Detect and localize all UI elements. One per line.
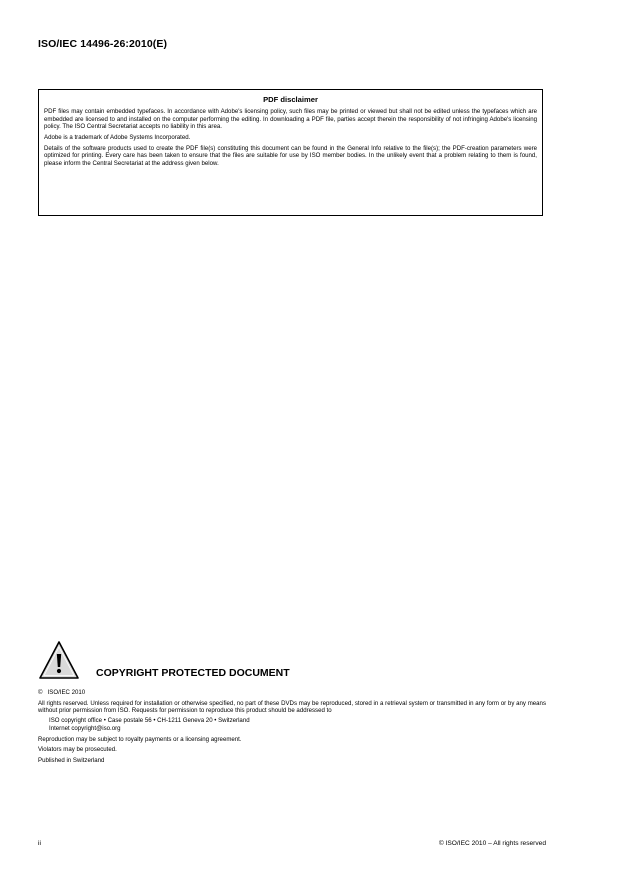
disclaimer-title: PDF disclaimer — [263, 95, 318, 104]
disclaimer-paragraph-details: Details of the software products used to create the PDF file(s) constituting this document can be found in the General Info relative to the file(s); the PDF-creation parameters were optimized for printing. Every care has been taken to ensure that the files are suitable for use by ISO member bodies. In the unlikely event that a problem relating to them is found, please inform the Central Secretariat at the address given below. — [44, 144, 537, 167]
royalty-notice: Reproduction may be subject to royalty payments or a licensing agreement. — [38, 735, 242, 743]
document-id: ISO/IEC 14496-26:2010(E) — [38, 38, 168, 50]
footer-rights: © ISO/IEC 2010 – All rights reserved — [438, 840, 546, 847]
disclaimer-paragraph-trademark: Adobe is a trademark of Adobe Systems Incorporated. — [44, 133, 191, 141]
copyright-title: COPYRIGHT PROTECTED DOCUMENT — [96, 667, 290, 680]
copyright-heading-row — [38, 640, 546, 680]
copyright-notice: © ISO/IEC 2010 — [38, 689, 86, 696]
copyright-section — [38, 640, 546, 764]
published-in: Published in Switzerland — [38, 756, 105, 764]
pdf-disclaimer-box — [38, 89, 543, 216]
rights-statement: All rights reserved. Unless required for installation or otherwise specified, no part of these DVDs may be reproduced, stored in a retrieval system or transmitted in any form or by any means without prior permission from ISO. Requests for permission to reproduce this product should be addressed to — [38, 699, 546, 715]
page-number: ii — [38, 840, 41, 847]
violators-notice: Violators may be prosecuted. — [38, 746, 117, 754]
warning-triangle-icon — [38, 640, 80, 680]
copyright-internet: Internet copyright@iso.org — [49, 724, 121, 732]
copyright-office-address: ISO copyright office • Case postale 56 • CH-1211 Geneva 20 • Switzerland — [49, 717, 250, 725]
page-footer — [38, 840, 546, 847]
disclaimer-paragraph-typefaces: PDF files may contain embedded typefaces. In accordance with Adobe's licensing policy, such files may be printed or viewed but shall not be edited unless the typefaces which are embedded are licensed to and installed on the computer performing the editing. In downloading a PDF file, parties accept therein the responsibility of not infringing Adobe's licensing policy. The ISO Central Secretariat accepts no liability in this area. — [44, 108, 537, 131]
